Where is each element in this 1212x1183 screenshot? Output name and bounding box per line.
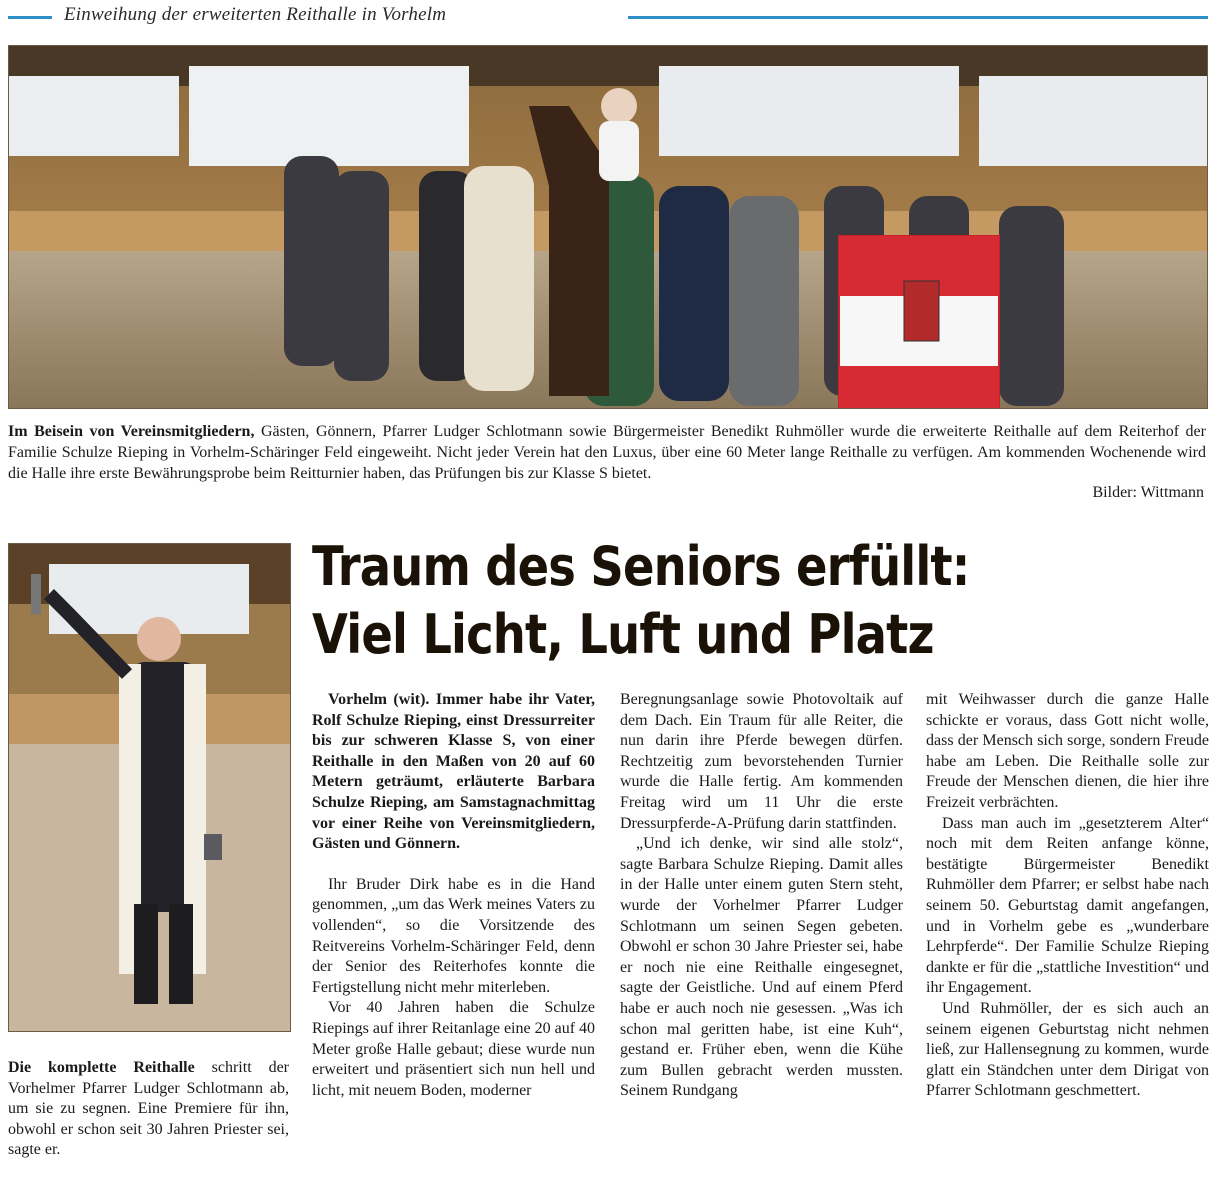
article-paragraph: mit Weihwasser durch die ganze Halle schickte er voraus, dass Gott nicht wolle, dass der Mensch sich sorge, sondern Freude habe am Leben. Die Reithalle solle zur Freude der Menschen dienen, die hier ihre Freizeit verbrächten. xyxy=(926,691,1209,811)
article-paragraph: Und Ruhmöller, der es sich auch an seinem eigenen Geburtstag nicht nehmen ließ, zur Hallensegnung zu kommen, wurde glatt ein Ständchen unter dem Dirigat von Pfarrer Schlotmann geschmettert. xyxy=(926,999,1209,1100)
side-caption-lead: Die komplette Reithalle xyxy=(8,1059,195,1076)
headline-line-1: Traum des Seniors erfüllt: xyxy=(312,535,970,598)
caption-text: Gästen, Gönnern, Pfarrer Ludger Schlotmann sowie Bürgermeister Benedikt Ruhmöller wurde die erweiterte Reithalle auf dem Reiterhof der Familie Schulze Rieping in Vorhelm-Schäringer Feld eingeweiht. Nicht jeder Verein hat den Luxus, über eine 60 Meter lange Reithalle zu verfügen. Am kommenden Wochenende wird die Halle ihre erste Bewährungsprobe beim Reitturnier haben, das Prüfungen bis zur Klasse S bietet. xyxy=(8,423,1206,482)
article-paragraph: „Und ich denke, wir sind alle stolz“, sagte Barbara Schulze Rieping. Damit alles in der Halle unter einem guten Stern steht, wurde der Vorhelmer Pfarrer Ludger Schlotmann um seinen Segen gebeten. Obwohl er schon 30 Jahre Priester sei, habe er noch nie eine Reithalle eingesegnet, sagte der Geistliche. Und auf einem Pferd habe er auch noch nie gesessen. „Was ich schon mal geritten habe, ist eine Kuh“, gestand er. Früher eben, wenn die Kühe zum Bullen gebracht werden mussten. Seinem Rundgang xyxy=(620,835,903,1100)
group-photo xyxy=(8,45,1208,409)
kicker: Einweihung der erweiterten Reithalle in Vorhelm xyxy=(64,4,447,25)
priest-photo-caption xyxy=(8,1058,289,1161)
headline-line-2: Viel Licht, Luft und Platz xyxy=(312,603,934,666)
priest-photo xyxy=(8,543,291,1032)
article-lead-paragraph: Vorhelm (wit). Immer habe ihr Vater, Rolf Schulze Rieping, einst Dressurreiter bis zur schweren Klasse S, von einer Reithalle in den Maßen von 20 auf 60 Metern geträumt, erläuterte Barbara Schulze Rieping, am Samstagnachmittag vor einer Reihe von Vereinsmitgliedern, Gästen und Gönnern. xyxy=(312,691,595,853)
kicker-rule-left xyxy=(8,16,52,19)
priest-photo-illustration xyxy=(9,544,290,1031)
article-column-3 xyxy=(926,690,1209,1102)
photo-credit: Bilder: Wittmann xyxy=(1092,484,1204,501)
group-photo-illustration xyxy=(9,46,1207,408)
side-caption-text: schritt der Vorhelmer Pfarrer Ludger Schlotmann ab, um sie zu segnen. Eine Premiere für ihn, obwohl er schon seit 30 Jahren Priester sei, sagte er. xyxy=(8,1059,289,1159)
article-column-1 xyxy=(312,690,595,1101)
kicker-bar xyxy=(8,6,1208,28)
article-paragraph: Dass man auch im „gesetzterem Alter“ noch mit dem Reiten anfange könne, bestätigte Bürgermeister Benedikt Ruhmöller dem Pfarrer; er selbst habe nach seinem 50. Geburtstag damit angefangen, und in Vorhelm gebe es „wunderbare Lehrpferde“. Der Familie Schulze Rieping dankte er für die „stattliche Investition“ und ihr Engagement. xyxy=(926,814,1209,997)
group-photo-caption xyxy=(8,421,1206,484)
kicker-rule-right xyxy=(628,16,1208,19)
article-paragraph: Vor 40 Jahren haben die Schulze Riepings auf ihrer Reitanlage eine 20 auf 40 Meter große Halle gebaut; diese wurde nun erweitert und präsentiert sich nun hell und licht, mit neuem Boden, moderner xyxy=(312,999,596,1099)
article-paragraph: Ihr Bruder Dirk habe es in die Hand genommen, „um das Werk meines Vaters zu vollenden“, so die Vorsitzende des Reitvereins Vorhelm-Schäringer Feld, denn der Senior des Reiterhofes konnte die Fertigstellung nicht mehr miterleben. xyxy=(312,875,595,996)
headline xyxy=(312,533,1077,669)
article-column-2 xyxy=(620,690,903,1102)
caption-lead: Im Beisein von Vereinsmitgliedern, xyxy=(8,423,255,440)
article-paragraph: Beregnungsanlage sowie Photovoltaik auf dem Dach. Ein Traum für alle Reiter, die nun darin ihre Pferde bewegen dürfen. Rechtzeitig zum bevorstehenden Turnier wurde die Halle fertig. Am kommenden Freitag wird um 11 Uhr die erste Dressurpferde-A-Prüfung darin stattfinden. xyxy=(620,691,903,832)
